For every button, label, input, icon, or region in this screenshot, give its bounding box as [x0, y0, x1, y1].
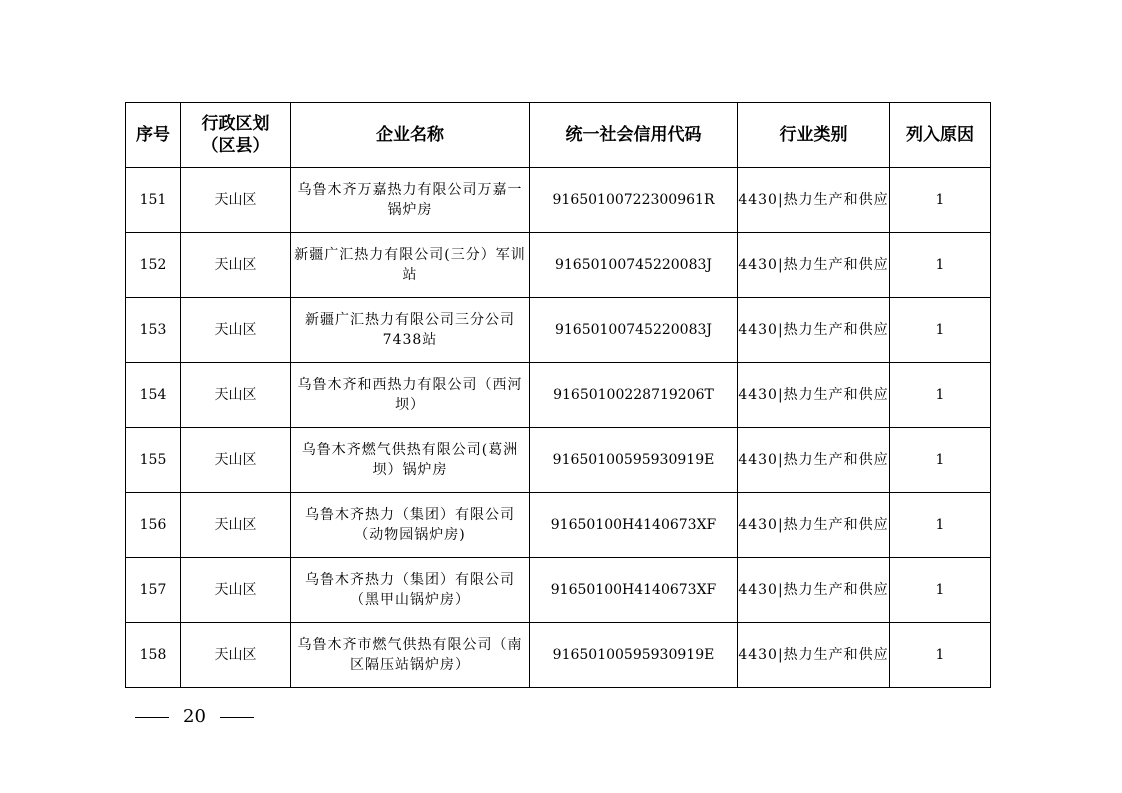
cell-name: 新疆广汇热力有限公司(三分）军训站 — [291, 233, 530, 298]
table-header-row — [126, 103, 991, 168]
cell-code: 91650100745220083J — [530, 298, 738, 363]
table-row — [126, 493, 991, 558]
cell-industry: 4430|热力生产和供应 — [738, 233, 890, 298]
cell-district: 天山区 — [181, 363, 291, 428]
table-row — [126, 428, 991, 493]
enterprise-table — [125, 102, 991, 688]
table-row — [126, 233, 991, 298]
cell-seq: 158 — [126, 623, 181, 688]
cell-name: 乌鲁木齐燃气供热有限公司(葛洲坝）锅炉房 — [291, 428, 530, 493]
cell-seq: 157 — [126, 558, 181, 623]
header-seq: 序号 — [126, 103, 181, 168]
table-row — [126, 363, 991, 428]
table-row — [126, 168, 991, 233]
cell-name: 乌鲁木齐市燃气供热有限公司（南区隔压站锅炉房） — [291, 623, 530, 688]
cell-name: 乌鲁木齐和西热力有限公司（西河坝） — [291, 363, 530, 428]
cell-reason: 1 — [890, 623, 991, 688]
footer-dash-left — [135, 717, 169, 718]
cell-industry: 4430|热力生产和供应 — [738, 428, 890, 493]
cell-reason: 1 — [890, 428, 991, 493]
cell-code: 91650100595930919E — [530, 428, 738, 493]
header-industry: 行业类别 — [738, 103, 890, 168]
cell-district: 天山区 — [181, 168, 291, 233]
cell-seq: 151 — [126, 168, 181, 233]
header-reason: 列入原因 — [890, 103, 991, 168]
cell-reason: 1 — [890, 363, 991, 428]
cell-code: 91650100228719206T — [530, 363, 738, 428]
cell-district: 天山区 — [181, 428, 291, 493]
cell-district: 天山区 — [181, 233, 291, 298]
cell-district: 天山区 — [181, 493, 291, 558]
page-number: 20 — [183, 706, 206, 727]
header-code: 统一社会信用代码 — [530, 103, 738, 168]
cell-seq: 153 — [126, 298, 181, 363]
cell-reason: 1 — [890, 168, 991, 233]
header-district-line2: （区县） — [201, 136, 270, 156]
cell-name: 新疆广汇热力有限公司三分公司7438站 — [291, 298, 530, 363]
header-name: 企业名称 — [291, 103, 530, 168]
cell-district: 天山区 — [181, 623, 291, 688]
cell-reason: 1 — [890, 233, 991, 298]
cell-code: 91650100722300961R — [530, 168, 738, 233]
cell-seq: 152 — [126, 233, 181, 298]
cell-code: 91650100745220083J — [530, 233, 738, 298]
cell-industry: 4430|热力生产和供应 — [738, 558, 890, 623]
cell-industry: 4430|热力生产和供应 — [738, 623, 890, 688]
cell-industry: 4430|热力生产和供应 — [738, 298, 890, 363]
cell-code: 91650100H4140673XF — [530, 558, 738, 623]
cell-seq: 156 — [126, 493, 181, 558]
cell-code: 91650100H4140673XF — [530, 493, 738, 558]
cell-seq: 154 — [126, 363, 181, 428]
page-footer — [135, 706, 254, 727]
header-district-line1: 行政区划 — [201, 114, 270, 134]
cell-district: 天山区 — [181, 558, 291, 623]
cell-code: 91650100595930919E — [530, 623, 738, 688]
cell-industry: 4430|热力生产和供应 — [738, 363, 890, 428]
cell-industry: 4430|热力生产和供应 — [738, 168, 890, 233]
cell-district: 天山区 — [181, 298, 291, 363]
cell-name: 乌鲁木齐热力（集团）有限公司（动物园锅炉房) — [291, 493, 530, 558]
cell-reason: 1 — [890, 298, 991, 363]
cell-industry: 4430|热力生产和供应 — [738, 493, 890, 558]
table-row — [126, 298, 991, 363]
table-row — [126, 558, 991, 623]
cell-reason: 1 — [890, 558, 991, 623]
footer-dash-right — [220, 717, 254, 718]
cell-seq: 155 — [126, 428, 181, 493]
table-row — [126, 623, 991, 688]
cell-name: 乌鲁木齐万嘉热力有限公司万嘉一锅炉房 — [291, 168, 530, 233]
header-district — [181, 103, 291, 168]
cell-reason: 1 — [890, 493, 991, 558]
cell-name: 乌鲁木齐热力（集团）有限公司（黑甲山锅炉房） — [291, 558, 530, 623]
